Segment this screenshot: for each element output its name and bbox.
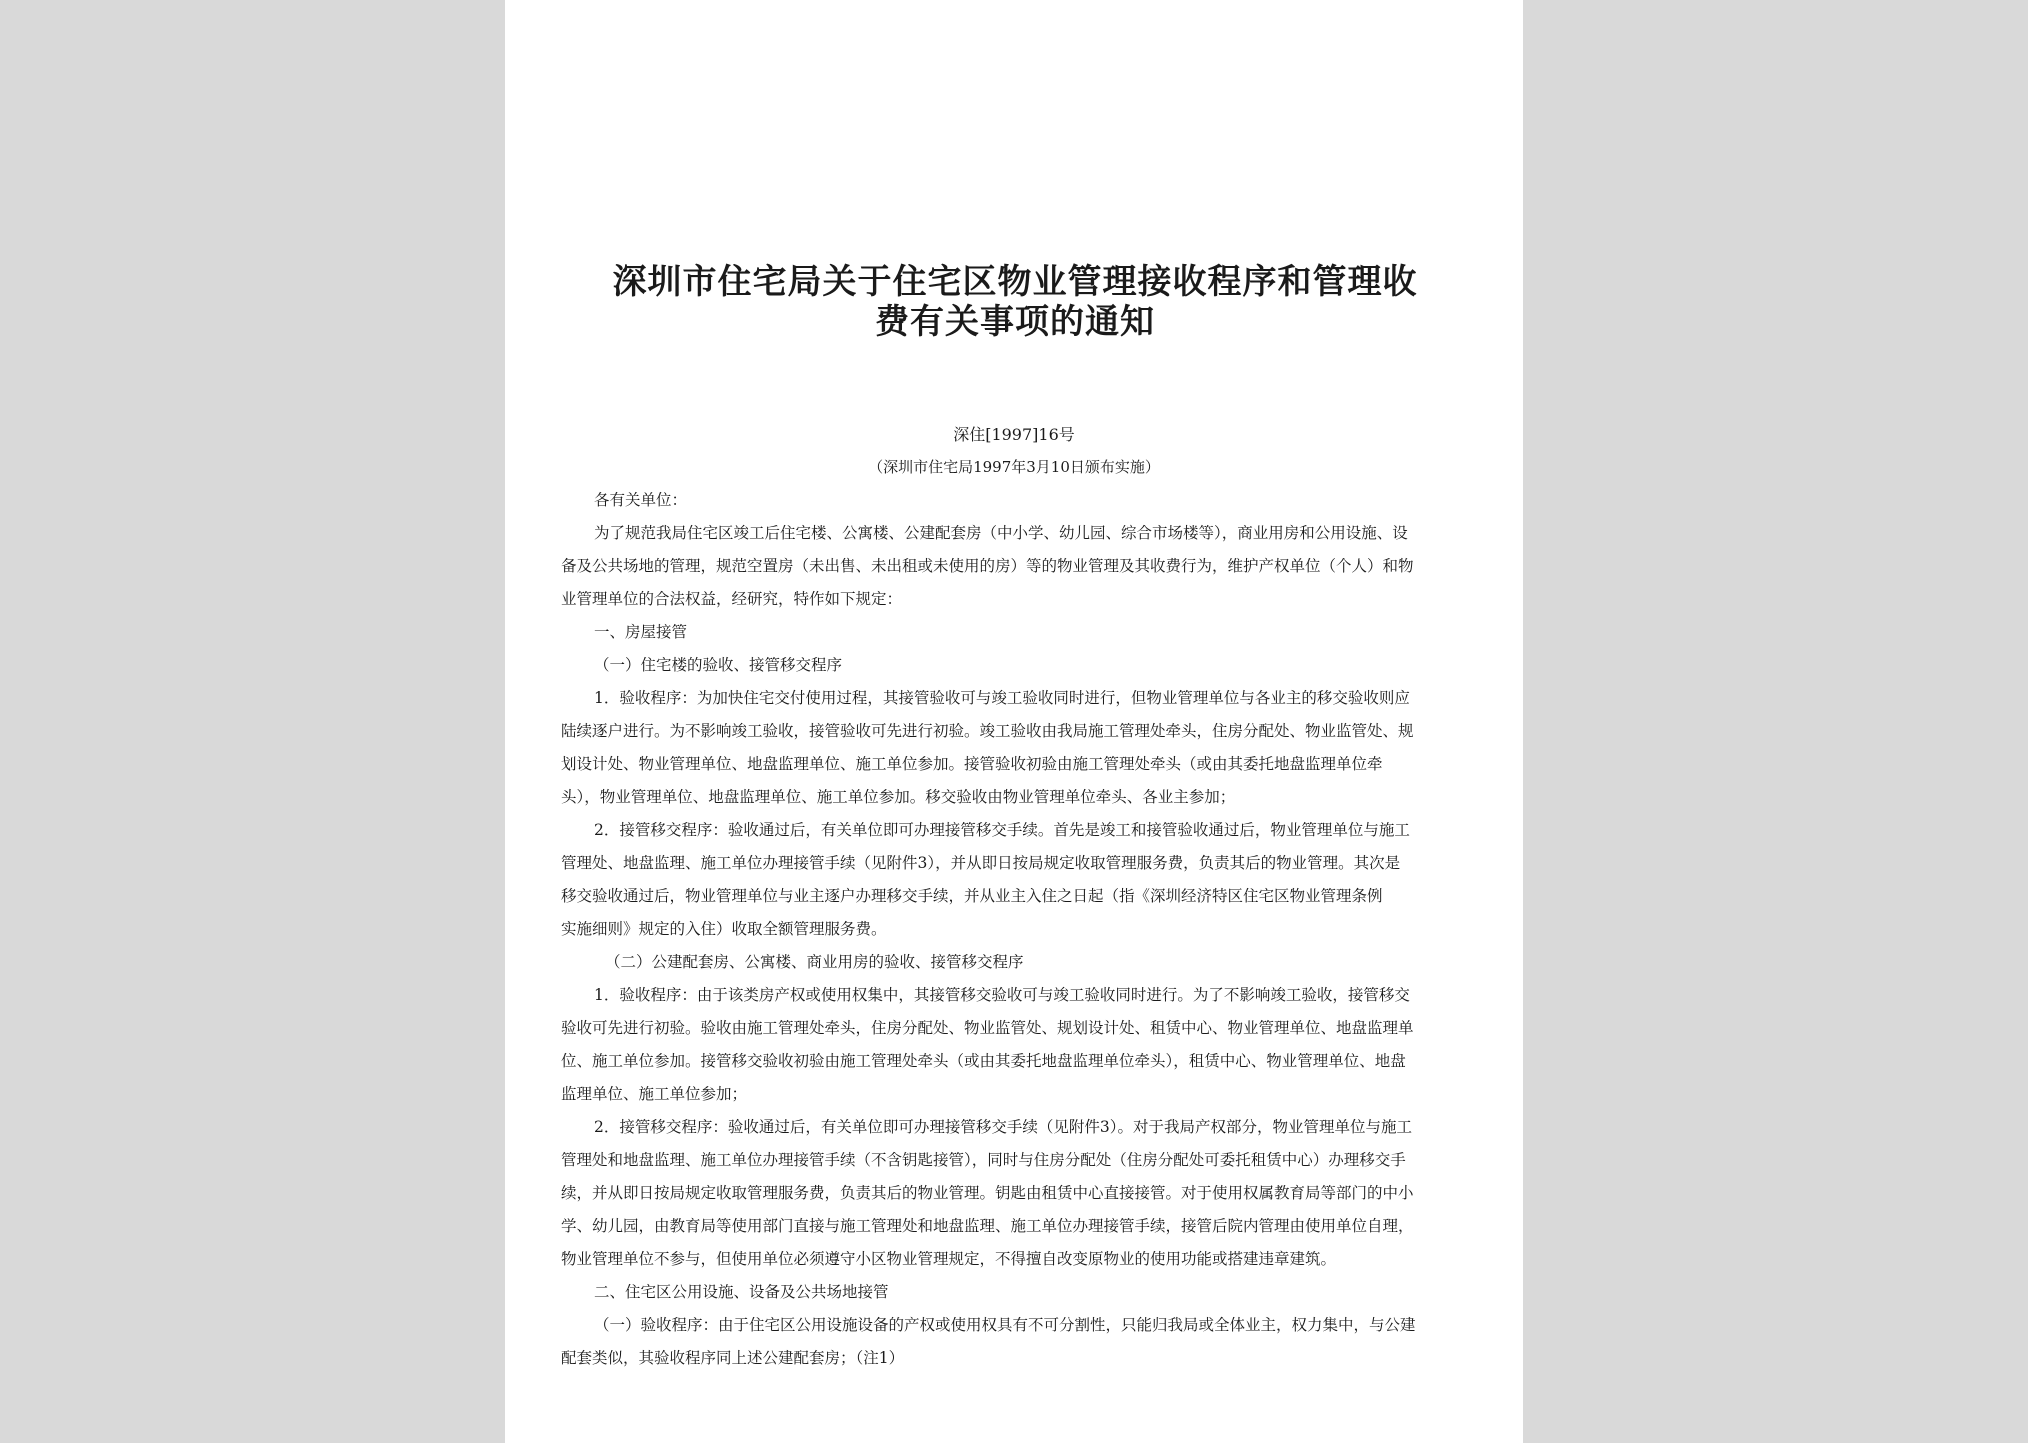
paragraph-line: 头），物业管理单位、地盘监理单位、施工单位参加。移交验收由物业管理单位牵头、各业主参加；	[561, 788, 1236, 806]
document-title	[585, 262, 1445, 342]
section-heading: 二、住宅区公用设施、设备及公共场地接管	[594, 1283, 889, 1301]
paragraph-line: 陆续逐户进行。为不影响竣工验收，接管验收可先进行初验。竣工验收由我局施工管理处牵头，住房分配处、物业监管处、规	[561, 722, 1414, 740]
issue-info: （深圳市住宅局1997年3月10日颁布实施）	[868, 458, 1160, 476]
paragraph-line: （一）验收程序：由于住宅区公用设施设备的产权或使用权具有不可分割性，只能归我局或全体业主，权力集中，与公建	[594, 1316, 1416, 1334]
paragraph-line: 学、幼儿园，由教育局等使用部门直接与施工管理处和地盘监理、施工单位办理接管手续，接管后院内管理由使用单位自理，	[561, 1217, 1414, 1235]
salutation: 各有关单位：	[594, 491, 688, 509]
document-page	[505, 0, 1523, 1443]
paragraph-line: 续，并从即日按局规定收取管理服务费，负责其后的物业管理。钥匙由租赁中心直接接管。对于使用权属教育局等部门的中小	[561, 1184, 1414, 1202]
paragraph-line: 2．接管移交程序：验收通过后，有关单位即可办理接管移交手续。首先是竣工和接管验收通过后，物业管理单位与施工	[594, 821, 1410, 839]
paragraph-line: 1．验收程序：由于该类房产权或使用权集中，其接管移交验收可与竣工验收同时进行。为了不影响竣工验收，接管移交	[594, 986, 1410, 1004]
paragraph-line: 管理处、地盘监理、施工单位办理接管手续（见附件3），并从即日按局规定收取管理服务费，负责其后的物业管理。其次是	[561, 854, 1401, 872]
paragraph-line: 位、施工单位参加。接管移交验收初验由施工管理处牵头（或由其委托地盘监理单位牵头），租赁中心、物业管理单位、地盘	[561, 1052, 1406, 1070]
paragraph-line: 1．验收程序：为加快住宅交付使用过程，其接管验收可与竣工验收同时进行，但物业管理单位与各业主的移交验收则应	[594, 689, 1410, 707]
paragraph-line: 为了规范我局住宅区竣工后住宅楼、公寓楼、公建配套房（中小学、幼儿园、综合市场楼等），商业用房和公用设施、设	[594, 524, 1408, 542]
subsection-heading: （一）住宅楼的验收、接管移交程序	[594, 656, 843, 674]
paragraph-line: 管理处和地盘监理、施工单位办理接管手续（不含钥匙接管），同时与住房分配处（住房分配处可委托租赁中心）办理移交手	[561, 1151, 1406, 1169]
subsection-heading: （二）公建配套房、公寓楼、商业用房的验收、接管移交程序	[605, 953, 1024, 971]
paragraph-line: 移交验收通过后，物业管理单位与业主逐户办理移交手续，并从业主入住之日起（指《深圳经济特区住宅区物业管理条例	[561, 887, 1383, 905]
title-line-2: 费有关事项的通知	[875, 302, 1155, 342]
paragraph-line: 备及公共场地的管理，规范空置房（未出售、未出租或未使用的房）等的物业管理及其收费行为，维护产权单位（个人）和物	[561, 557, 1414, 575]
document-number: 深住[1997]16号	[953, 425, 1075, 444]
paragraph-line: 验收可先进行初验。验收由施工管理处牵头，住房分配处、物业监管处、规划设计处、租赁中心、物业管理单位、地盘监理单	[561, 1019, 1414, 1037]
paragraph-line: 划设计处、物业管理单位、地盘监理单位、施工单位参加。接管验收初验由施工管理处牵头（或由其委托地盘监理单位牵	[561, 755, 1383, 773]
paragraph-line: 物业管理单位不参与，但使用单位必须遵守小区物业管理规定，不得擅自改变原物业的使用功能或搭建违章建筑。	[561, 1250, 1337, 1268]
paragraph-line: 业管理单位的合法权益，经研究，特作如下规定：	[561, 590, 903, 608]
section-heading: 一、房屋接管	[594, 623, 688, 641]
document-body	[561, 484, 1473, 1375]
paragraph-line: 2．接管移交程序：验收通过后，有关单位即可办理接管移交手续（见附件3）。对于我局产权部分，物业管理单位与施工	[594, 1118, 1412, 1136]
title-line-1: 深圳市住宅局关于住宅区物业管理接收程序和管理收	[612, 262, 1418, 302]
paragraph-line: 监理单位、施工单位参加；	[561, 1085, 748, 1103]
paragraph-line: 配套类似，其验收程序同上述公建配套房；（注1）	[561, 1349, 905, 1367]
paragraph-line: 实施细则》规定的入住）收取全额管理服务费。	[561, 920, 887, 938]
